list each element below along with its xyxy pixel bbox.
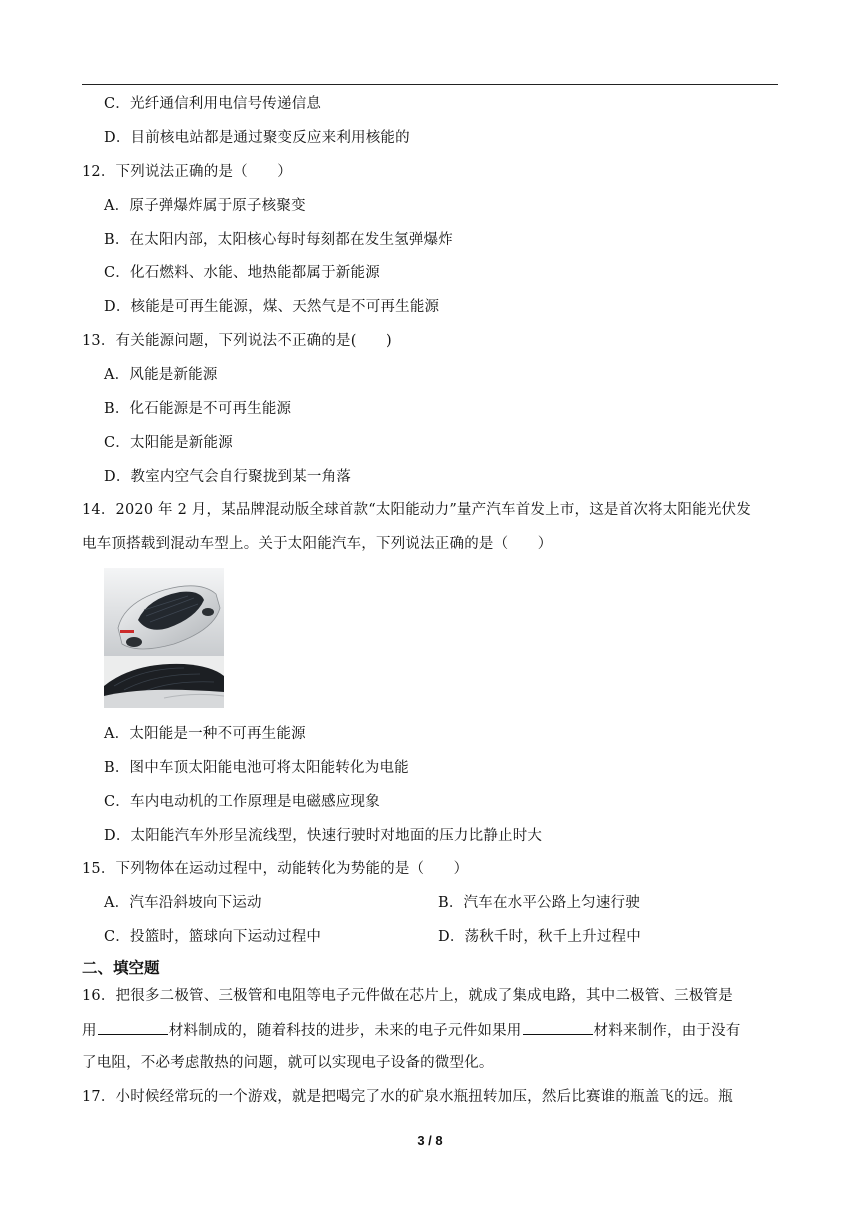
header-rule	[82, 84, 778, 85]
q13-stem: 13．有关能源问题，下列说法不正确的是( )	[82, 333, 392, 349]
q16-text-a: 用	[82, 1023, 97, 1039]
q14-stem-line1: 14．2020 年 2 月，某品牌混动版全球首款“太阳能动力”量产汽车首发上市，这是首次将太阳能光伏发	[82, 502, 751, 518]
q15-option-a: A．汽车沿斜坡向下运动	[104, 895, 262, 911]
q16-line2	[82, 1020, 741, 1041]
q12-option-d: D．核能是可再生能源，煤、天然气是不可再生能源	[104, 299, 440, 315]
q16-line1: 16．把很多二极管、三极管和电阻等电子元件做在芯片上，就成了集成电路，其中二极管、三极管是	[82, 988, 733, 1004]
q15-option-c: C．投篮时，篮球向下运动过程中	[104, 929, 322, 945]
q17-line1: 17．小时候经常玩的一个游戏，就是把喝完了水的矿泉水瓶扭转加压，然后比赛谁的瓶盖飞的远。瓶	[82, 1089, 733, 1105]
q13-option-b: B．化石能源是不可再生能源	[104, 401, 292, 417]
section-title-fill-blank: 二、填空题	[82, 959, 160, 977]
q13-option-c: C．太阳能是新能源	[104, 435, 233, 451]
q12-stem: 12．下列说法正确的是（ ）	[82, 164, 292, 180]
q15-option-b: B．汽车在水平公路上匀速行驶	[438, 895, 640, 911]
q16-line3: 了电阻，不必考虑散热的问题，就可以实现电子设备的微型化。	[82, 1055, 494, 1071]
solar-roof-side-icon	[104, 656, 224, 708]
q14-option-d: D．太阳能汽车外形呈流线型，快速行驶时对地面的压力比静止时大	[104, 828, 543, 844]
q16-text-b: 材料制成的，随着科技的进步，未来的电子元件如果用	[168, 1023, 522, 1039]
q14-stem-line2: 电车顶搭载到混动车型上。关于太阳能汽车，下列说法正确的是（ ）	[82, 536, 553, 552]
q13-option-d: D．教室内空气会自行聚拢到某一角落	[104, 469, 352, 485]
q11-option-c: C．光纤通信利用电信号传递信息	[104, 96, 322, 112]
q14-option-b: B．图中车顶太阳能电池可将太阳能转化为电能	[104, 760, 409, 776]
q13-option-a: A．风能是新能源	[104, 367, 218, 383]
q12-option-b: B．在太阳内部，太阳核心每时每刻都在发生氢弹爆炸	[104, 232, 453, 248]
q15-option-d: D．荡秋千时，秋千上升过程中	[438, 929, 641, 945]
q16-blank-2[interactable]	[523, 1020, 593, 1035]
q12-option-c: C．化石燃料、水能、地热能都属于新能源	[104, 265, 380, 281]
q16-text-c: 材料来制作，由于没有	[593, 1023, 741, 1039]
solar-car-top-icon	[104, 568, 224, 656]
solar-car-photo-top	[104, 568, 224, 656]
q16-blank-1[interactable]	[98, 1020, 168, 1035]
q14-option-a: A．太阳能是一种不可再生能源	[104, 726, 306, 742]
q15-stem: 15．下列物体在运动过程中，动能转化为势能的是（ ）	[82, 861, 469, 877]
page-number: 3 / 8	[417, 1133, 443, 1148]
q14-option-c: C．车内电动机的工作原理是电磁感应现象	[104, 794, 380, 810]
solar-car-photo-side	[104, 656, 224, 708]
q12-option-a: A．原子弹爆炸属于原子核聚变	[104, 198, 306, 214]
q11-option-d: D．目前核电站都是通过聚变反应来利用核能的	[104, 130, 410, 146]
